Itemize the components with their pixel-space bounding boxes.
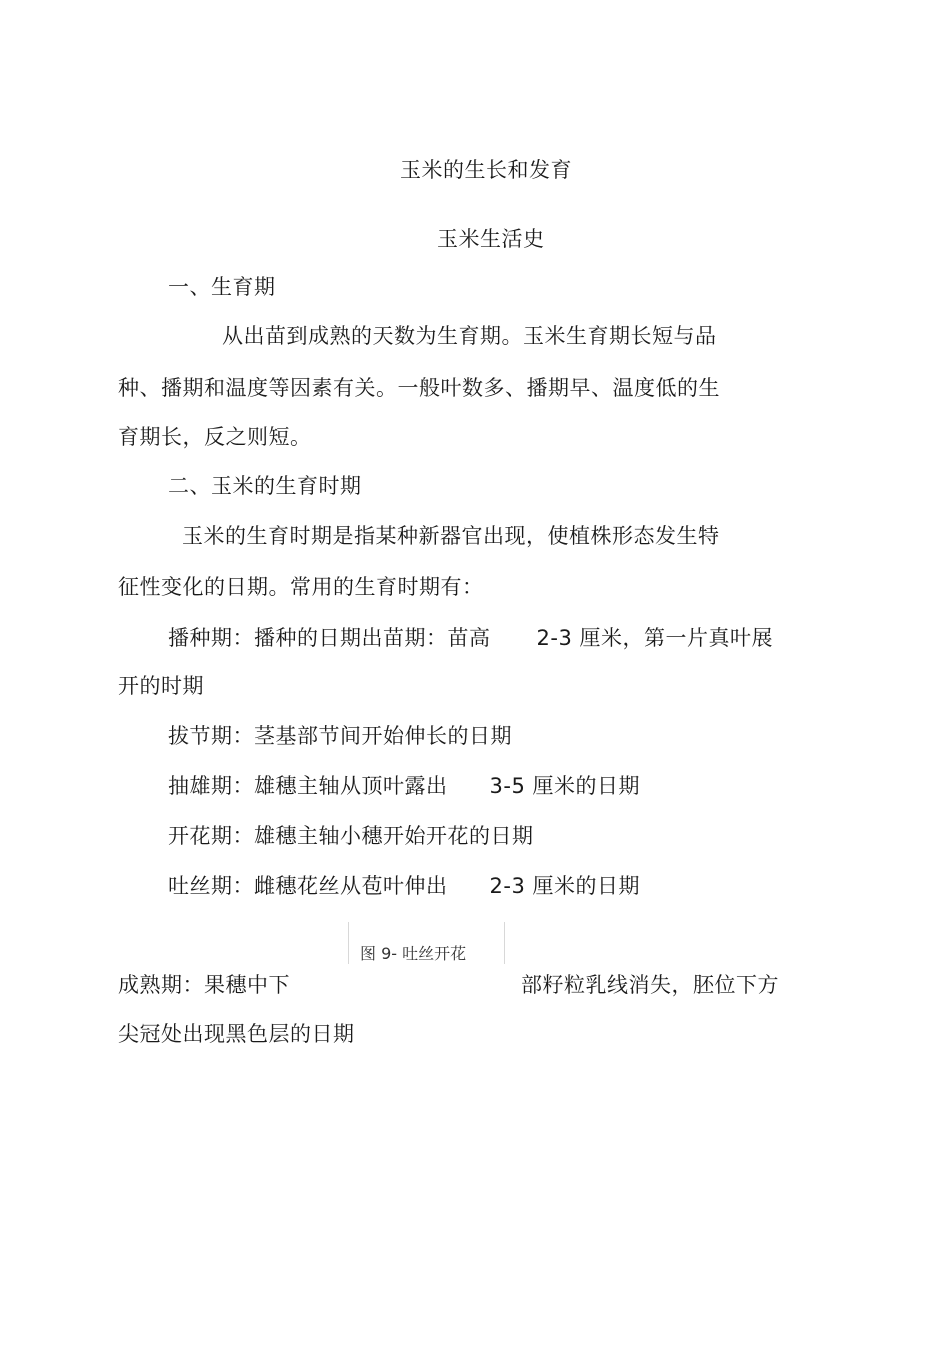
- section-1-heading: 一、生育期: [168, 275, 276, 299]
- section-2-paragraph-line-1: 玉米的生育时期是指某种新器官出现，使植株形态发生特: [182, 524, 720, 548]
- stage-silking-text: 吐丝期：雌穗花丝从苞叶伸出: [168, 874, 448, 898]
- stage-tasseling-text: 抽雄期：雄穗主轴从顶叶露出: [168, 774, 448, 798]
- stage-jointing: 拔节期：茎基部节间开始伸长的日期: [168, 724, 512, 748]
- figure-right-rule: [504, 922, 505, 964]
- document-title: 玉米的生长和发育: [400, 158, 572, 182]
- section-1-paragraph-line-2: 种、播期和温度等因素有关。一般叶数多、播期早、温度低的生: [118, 376, 720, 400]
- stage-flowering: 开花期：雄穗主轴小穗开始开花的日期: [168, 824, 534, 848]
- stage-maturity-right: 部籽粒乳线消失，胚位下方: [521, 973, 779, 997]
- stage-sowing-continuation: 开的时期: [118, 674, 204, 698]
- stage-maturity-left: 成熟期：果穗中下: [118, 973, 290, 997]
- figure-left-rule: [348, 922, 349, 964]
- section-2-paragraph-line-2: 征性变化的日期。常用的生育时期有：: [118, 575, 484, 599]
- section-2-heading: 二、玉米的生育时期: [168, 474, 362, 498]
- stage-sowing: [168, 625, 773, 651]
- stage-sowing-text: 播种期：播种的日期出苗期：苗高: [168, 626, 491, 650]
- document-subtitle: 玉米生活史: [437, 227, 545, 251]
- section-1-paragraph-line-3: 育期长，反之则短。: [118, 425, 312, 449]
- stage-tasseling: [168, 773, 640, 799]
- stage-sowing-measure: 2-3 厘米，第一片真叶展: [536, 626, 773, 650]
- stage-silking-measure: 2-3 厘米的日期: [489, 874, 640, 898]
- section-1-paragraph-line-1: 从出苗到成熟的天数为生育期。玉米生育期长短与品: [222, 324, 717, 348]
- stage-silking: [168, 873, 640, 899]
- figure-caption: 图 9- 吐丝开花: [360, 944, 467, 963]
- stage-tasseling-measure: 3-5 厘米的日期: [489, 774, 640, 798]
- stage-maturity-continuation: 尖冠处出现黑色层的日期: [118, 1022, 355, 1046]
